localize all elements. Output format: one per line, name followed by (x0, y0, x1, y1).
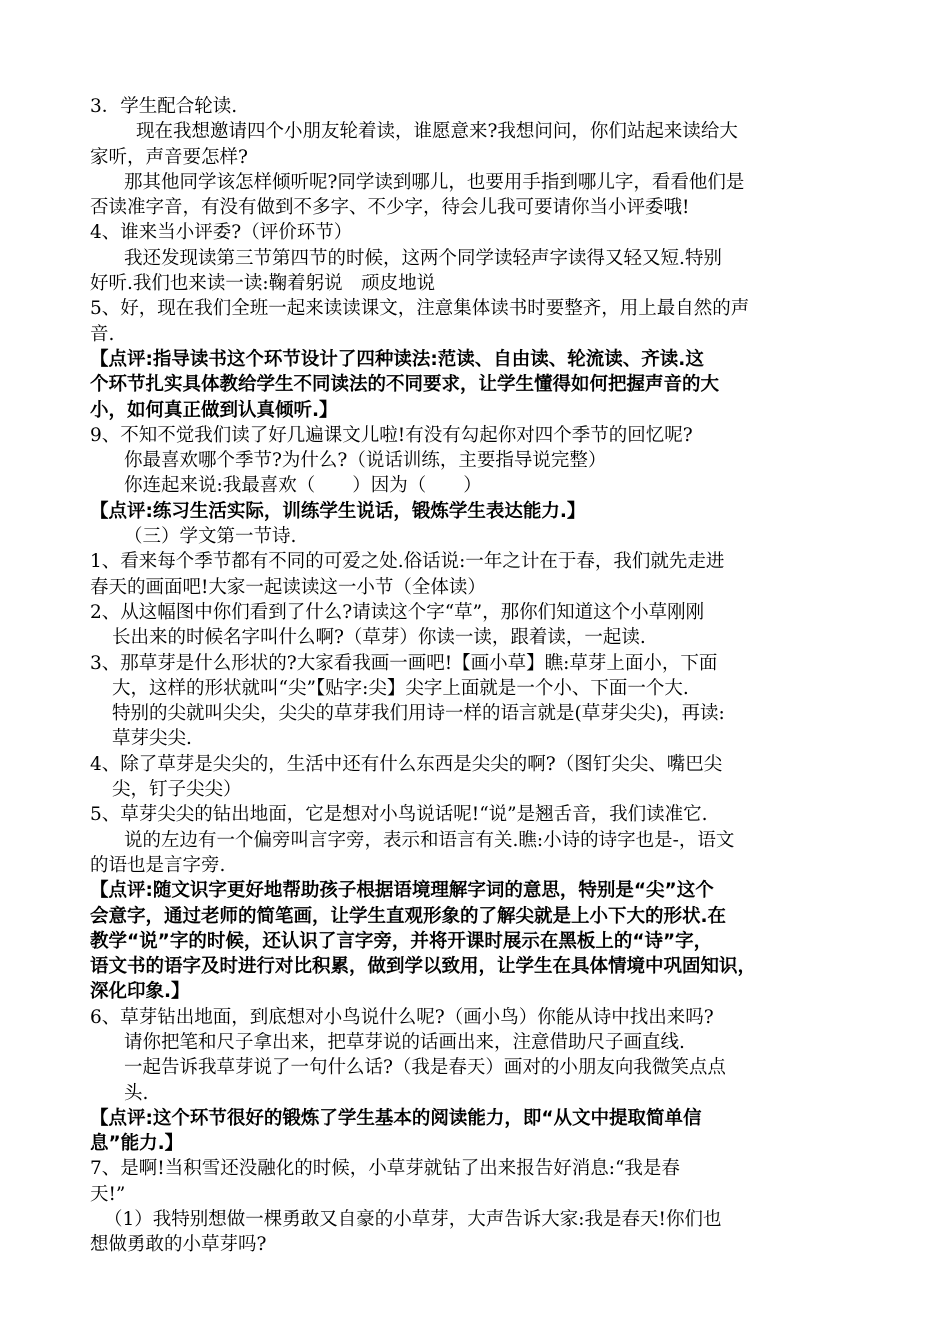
text-line: 长出来的时候名字叫什么啊?（草芽）你读一读，跟着读，一起读. (112, 627, 646, 649)
comment-line: 教学“说”字的时候，还认识了言字旁，并将开课时展示在黑板上的“诗”字， (90, 930, 713, 952)
comment-line: 深化印象.】 (90, 981, 190, 1003)
comment-line: 【点评:练习生活实际，训练学生说话，锻炼学生表达能力.】 (90, 500, 586, 522)
text-line: 家听，声音要怎样? (90, 146, 248, 168)
text-line: 音. (90, 323, 115, 345)
comment-line: 息”能力.】 (90, 1133, 184, 1155)
text-line: 大，这样的形状就叫“尖”【贴字:尖】尖字上面就是一个小、下面一个大. (112, 677, 689, 699)
text-line: 那其他同学该怎样倾听呢?同学读到哪儿，也要用手指到哪儿字，看看他们是 (124, 171, 745, 193)
text-line: 请你把笔和尺子拿出来，把草芽说的话画出来，注意借助尺子画直线. (124, 1031, 685, 1053)
text-line: 9、不知不觉我们读了好几遍课文儿啦!有没有勾起你对四个季节的回忆呢? (90, 424, 693, 446)
comment-line: 【点评:随文识字更好地帮助孩子根据语境理解字词的意思，特别是“尖”这个 (90, 880, 714, 902)
text-line: 2、从这幅图中你们看到了什么?请读这个字“草”，那你们知道这个小草刚刚 (90, 601, 705, 623)
text-line: （1）我特别想做一棵勇敢又自豪的小草芽，大声告诉大家:我是春天!你们也 (104, 1209, 722, 1231)
text-line: 我还发现读第三节第四节的时候，这两个同学读轻声字读得又轻又短.特别 (124, 247, 722, 269)
text-line: 尖，钉子尖尖） (112, 779, 242, 801)
text-line: 春天的画面吧!大家一起读读这一小节（全体读） (90, 576, 486, 598)
text-line: 一起告诉我草芽说了一句什么话?（我是春天）画对的小朋友向我微笑点点 (124, 1057, 726, 1079)
comment-line: 小，如何真正做到认真倾听.】 (90, 399, 338, 421)
text-line: 天!” (90, 1183, 126, 1205)
comment-line: 【点评:这个环节很好的锻炼了学生基本的阅读能力，即“从文中提取简单信 (90, 1107, 702, 1129)
comment-line: 【点评:指导读书这个环节设计了四种读法:范读、自由读、轮流读、齐读.这 (90, 348, 704, 370)
text-line: 6、草芽钻出地面，到底想对小鸟说什么呢?（画小鸟）你能从诗中找出来吗? (90, 1006, 714, 1028)
text-line: 头. (124, 1082, 149, 1104)
text-line: 4、除了草芽是尖尖的，生活中还有什么东西是尖尖的啊?（图钉尖尖、嘴巴尖 (90, 753, 723, 775)
text-line: 特别的尖就叫尖尖，尖尖的草芽我们用诗一样的语言就是(草芽尖尖)，再读: (112, 703, 725, 725)
text-line: 5、草芽尖尖的钻出地面，它是想对小鸟说话呢!“说”是翘舌音，我们读准它. (90, 804, 708, 826)
text-line: 想做勇敢的小草芽吗? (90, 1234, 267, 1256)
text-line: 3．学生配合轮读. (90, 96, 238, 117)
comment-line: 语文书的语字及时进行对比积累，做到学以致用，让学生在具体情境中巩固知识， (90, 956, 757, 978)
comment-line: 个环节扎实具体教给学生不同读法的不同要求，让学生懂得如何把握声音的大 (90, 374, 720, 396)
text-line: 现在我想邀请四个小朋友轮着读，谁愿意来?我想问问，你们站起来读给大 (136, 121, 738, 143)
text-line: 3、那草芽是什么形状的?大家看我画一画吧!【画小草】瞧:草芽上面小，下面 (90, 652, 718, 674)
text-line: 你最喜欢哪个季节?为什么?（说话训练，主要指导说完整） (124, 450, 607, 472)
text-line: 5、好，现在我们全班一起来读读课文，注意集体读书时要整齐，用上最自然的声 (90, 298, 750, 320)
document-page (90, 94, 870, 1258)
text-line: 你连起来说:我最喜欢（ ）因为（ ） (124, 475, 482, 497)
text-line: 的语也是言字旁. (90, 854, 226, 876)
text-line: 1、看来每个季节都有不同的可爱之处.俗话说:一年之计在于春，我们就先走进 (90, 551, 725, 573)
text-line: 说的左边有一个偏旁叫言字旁，表示和语言有关.瞧:小诗的诗字也是-，语文 (124, 829, 735, 851)
comment-line: 会意字，通过老师的简笔画，让学生直观形象的了解尖就是上小下大的形状.在 (90, 905, 727, 927)
text-line: 好听.我们也来读一读:鞠着躬说 顽皮地说 (90, 273, 436, 295)
text-line: 草芽尖尖. (112, 728, 192, 750)
text-line: 4、谁来当小评委?（评价环节） (90, 222, 353, 244)
text-line: 否读准字音，有没有做到不多字、不少字，待会儿我可要请你当小评委哦! (90, 197, 690, 219)
section-heading: （三）学文第一节诗. (124, 526, 297, 548)
text-line: 7、是啊!当积雪还没融化的时候，小草芽就钻了出来报告好消息:“我是春 (90, 1158, 680, 1180)
